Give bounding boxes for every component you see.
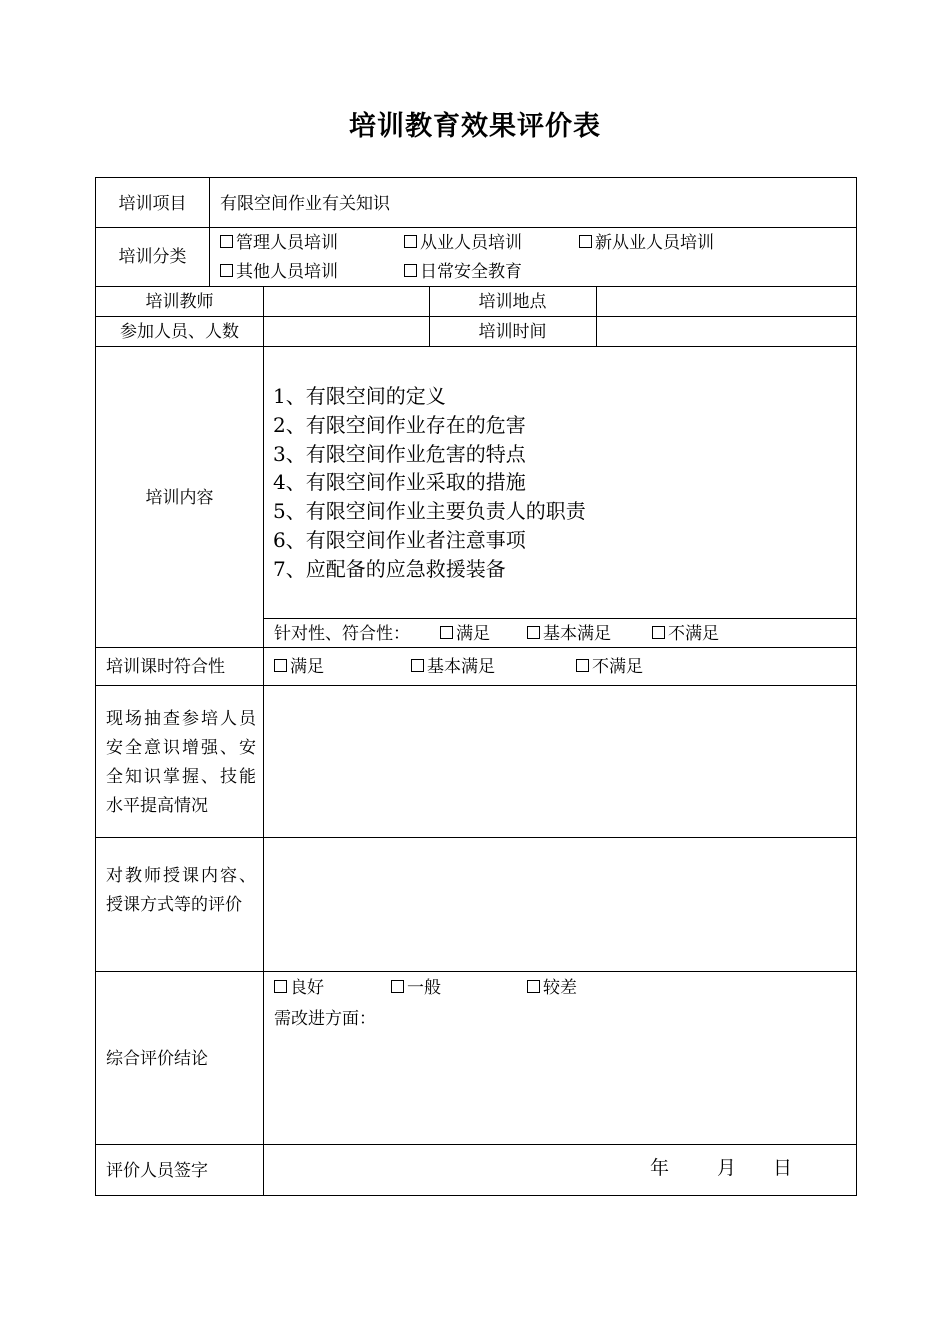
list-item: 2、有限空间作业存在的危害 <box>273 413 526 437</box>
list-item: 5、有限空间作业主要负责人的职责 <box>273 499 586 523</box>
signature-year: 年 <box>650 1157 670 1179</box>
participants-value[interactable] <box>274 322 424 342</box>
category-option-new-staff[interactable]: 新从业人员培训 <box>579 233 714 253</box>
signature-label: 评价人员签字 <box>106 1161 208 1181</box>
relevance-option-unsatisfied[interactable]: 不满足 <box>652 624 719 644</box>
teacher-label: 培训教师 <box>145 292 214 312</box>
checkbox-icon <box>220 235 233 248</box>
checkbox-icon <box>220 264 233 277</box>
improve-label: 需改进方面： <box>274 1009 376 1029</box>
list-item: 7、应配备的应急救援装备 <box>273 557 506 581</box>
conclusion-option-poor[interactable]: 较差 <box>527 978 577 998</box>
checkbox-icon <box>391 980 404 993</box>
teacher-value[interactable] <box>274 292 424 312</box>
list-item: 3、有限空间作业危害的特点 <box>273 442 526 466</box>
time-value[interactable] <box>606 322 846 342</box>
row-divider <box>96 316 856 317</box>
column-divider <box>209 178 210 287</box>
evaluation-form <box>95 177 857 1196</box>
teacher-eval-label: 对教师授课内容、授课方式等的评价 <box>106 866 256 915</box>
hours-option-unsatisfied[interactable]: 不满足 <box>576 657 643 677</box>
signature-month: 月 <box>717 1157 737 1179</box>
checkbox-icon <box>274 659 287 672</box>
checkbox-icon <box>404 235 417 248</box>
checkbox-icon <box>527 980 540 993</box>
category-option-other[interactable]: 其他人员培训 <box>220 262 338 282</box>
location-value[interactable] <box>606 292 846 312</box>
checkbox-icon <box>652 626 665 639</box>
conclusion-label: 综合评价结论 <box>106 1049 208 1069</box>
signature-field[interactable] <box>265 1146 625 1194</box>
spot-check-label: 现场抽查参培人员安全意识增强、安全知识掌握、技能水平提高情况 <box>106 709 256 816</box>
signature-day: 日 <box>773 1157 793 1179</box>
list-item: 6、有限空间作业者注意事项 <box>273 528 526 552</box>
location-label: 培训地点 <box>478 292 547 312</box>
category-label: 培训分类 <box>118 247 187 267</box>
row-divider <box>263 618 856 619</box>
relevance-option-basic[interactable]: 基本满足 <box>527 624 611 644</box>
category-option-management[interactable]: 管理人员培训 <box>220 233 338 253</box>
hours-label: 培训课时符合性 <box>106 657 225 677</box>
content-label: 培训内容 <box>145 488 214 508</box>
hours-option-basic[interactable]: 基本满足 <box>411 657 495 677</box>
checkbox-icon <box>440 626 453 639</box>
category-option-daily[interactable]: 日常安全教育 <box>404 262 522 282</box>
checkbox-icon <box>576 659 589 672</box>
relevance-label: 针对性、符合性： <box>274 624 410 644</box>
column-divider <box>596 286 597 347</box>
list-item: 1、有限空间的定义 <box>273 384 446 408</box>
row-divider <box>96 346 856 347</box>
time-label: 培训时间 <box>478 322 547 342</box>
conclusion-option-average[interactable]: 一般 <box>391 978 441 998</box>
conclusion-option-good[interactable]: 良好 <box>274 978 324 998</box>
project-label: 培训项目 <box>118 194 187 214</box>
row-divider <box>96 971 856 972</box>
checkbox-icon <box>274 980 287 993</box>
row-divider <box>96 647 856 648</box>
checkbox-icon <box>527 626 540 639</box>
spot-check-value[interactable] <box>265 687 855 836</box>
checkbox-icon <box>411 659 424 672</box>
participants-label: 参加人员、人数 <box>120 322 239 342</box>
page-title: 培训教育效果评价表 <box>349 111 601 142</box>
hours-option-satisfied[interactable]: 满足 <box>274 657 324 677</box>
project-value[interactable]: 有限空间作业有关知识 <box>220 194 390 214</box>
checkbox-icon <box>579 235 592 248</box>
list-item: 4、有限空间作业采取的措施 <box>273 470 526 494</box>
category-option-staff[interactable]: 从业人员培训 <box>404 233 522 253</box>
relevance-option-satisfied[interactable]: 满足 <box>440 624 490 644</box>
teacher-eval-value[interactable] <box>265 839 855 970</box>
checkbox-icon <box>404 264 417 277</box>
